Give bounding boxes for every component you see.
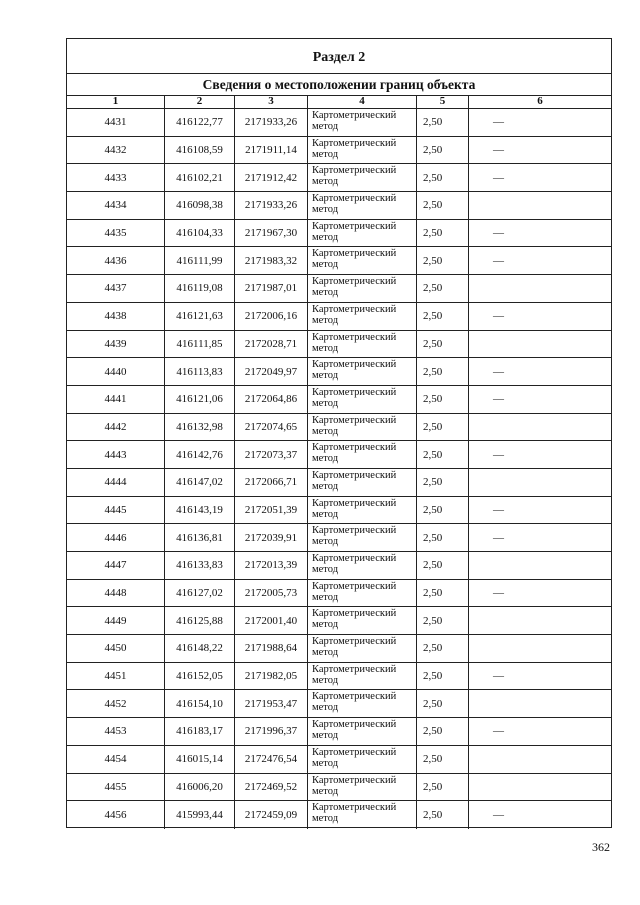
method-line-2: метод: [312, 314, 339, 326]
method-line-2: метод: [312, 342, 339, 354]
x-coordinate-cell: 416152,05: [165, 663, 235, 690]
method-line-1: Картометрический: [312, 774, 397, 786]
point-number-cell: 4454: [67, 746, 165, 773]
method-line-2: метод: [312, 480, 339, 492]
method-line-1: Картометрический: [312, 663, 397, 675]
accuracy-cell: 2,50: [417, 635, 469, 662]
method-line-1: Картометрический: [312, 165, 397, 177]
method-line-2: метод: [312, 674, 339, 686]
point-number-cell: 4439: [67, 331, 165, 358]
note-cell: [469, 192, 611, 219]
method-line-1: Картометрический: [312, 719, 397, 731]
table-row: [67, 192, 611, 220]
x-coordinate-cell: 416183,17: [165, 718, 235, 745]
x-coordinate-cell: 416015,14: [165, 746, 235, 773]
note-cell: [469, 635, 611, 662]
y-coordinate-cell: 2172013,39: [235, 552, 308, 579]
section-title: Раздел 2: [67, 39, 611, 74]
method-line-1: Картометрический: [312, 359, 397, 371]
method-cell: [308, 414, 417, 441]
point-number-cell: 4448: [67, 580, 165, 607]
method-line-1: Картометрический: [312, 636, 397, 648]
method-line-1: Картометрический: [312, 525, 397, 537]
accuracy-cell: 2,50: [417, 358, 469, 385]
method-line-2: метод: [312, 591, 339, 603]
x-coordinate-cell: 416136,81: [165, 524, 235, 551]
note-cell: —: [493, 116, 504, 129]
point-number-cell: 4444: [67, 469, 165, 496]
y-coordinate-cell: 2171953,47: [235, 690, 308, 717]
y-coordinate-cell: 2172469,52: [235, 774, 308, 801]
table-row: [67, 635, 611, 663]
note-cell: —: [493, 365, 504, 378]
accuracy-cell: 2,50: [417, 774, 469, 801]
accuracy-cell: 2,50: [417, 386, 469, 413]
method-line-2: метод: [312, 453, 339, 465]
table-row: [67, 774, 611, 802]
method-line-1: Картометрический: [312, 414, 397, 426]
y-coordinate-cell: 2171911,14: [235, 137, 308, 164]
table-row: [67, 164, 611, 192]
method-cell: [308, 635, 417, 662]
method-cell: [308, 663, 417, 690]
y-coordinate-cell: 2172074,65: [235, 414, 308, 441]
method-line-2: метод: [312, 619, 339, 631]
method-line-2: метод: [312, 730, 339, 742]
table-row: [67, 718, 611, 746]
method-cell: [308, 386, 417, 413]
y-coordinate-cell: 2171933,26: [235, 109, 308, 136]
table-row: [67, 497, 611, 525]
method-line-1: Картометрический: [312, 220, 397, 232]
table-row: [67, 275, 611, 303]
method-line-1: Картометрический: [312, 608, 397, 620]
point-number-cell: 4434: [67, 192, 165, 219]
method-cell: [308, 469, 417, 496]
method-line-2: метод: [312, 647, 339, 659]
table-row: [67, 746, 611, 774]
accuracy-cell: 2,50: [417, 690, 469, 717]
x-coordinate-cell: 416119,08: [165, 275, 235, 302]
note-cell: —: [493, 254, 504, 267]
x-coordinate-cell: 416111,99: [165, 247, 235, 274]
note-cell: [469, 275, 611, 302]
y-coordinate-cell: 2172051,39: [235, 497, 308, 524]
y-coordinate-cell: 2171987,01: [235, 275, 308, 302]
y-coordinate-cell: 2172066,71: [235, 469, 308, 496]
method-line-1: Картометрический: [312, 248, 397, 260]
table-row: [67, 137, 611, 165]
accuracy-cell: 2,50: [417, 247, 469, 274]
document-frame: [66, 38, 612, 828]
accuracy-cell: 2,50: [417, 414, 469, 441]
method-cell: [308, 441, 417, 468]
accuracy-cell: 2,50: [417, 109, 469, 136]
point-number-cell: 4437: [67, 275, 165, 302]
method-line-2: метод: [312, 231, 339, 243]
method-line-2: метод: [312, 176, 339, 188]
y-coordinate-cell: 2172459,09: [235, 801, 308, 829]
note-cell: —: [493, 171, 504, 184]
page-number: 362: [592, 840, 610, 854]
method-line-2: метод: [312, 287, 339, 299]
x-coordinate-cell: 415993,44: [165, 801, 235, 829]
method-cell: [308, 746, 417, 773]
method-line-1: Картометрический: [312, 553, 397, 564]
note-cell: —: [493, 587, 504, 600]
x-coordinate-cell: 416098,38: [165, 192, 235, 219]
method-line-1: Картометрический: [312, 276, 397, 288]
table-title: Сведения о местоположении границ объекта: [67, 73, 611, 96]
accuracy-cell: 2,50: [417, 607, 469, 634]
y-coordinate-cell: 2172064,86: [235, 386, 308, 413]
method-line-2: метод: [312, 508, 339, 520]
table-row: [67, 663, 611, 691]
x-coordinate-cell: 416102,21: [165, 164, 235, 191]
point-number-cell: 4455: [67, 774, 165, 801]
y-coordinate-cell: 2171933,26: [235, 192, 308, 219]
table-row: [67, 358, 611, 386]
y-coordinate-cell: 2171912,42: [235, 164, 308, 191]
method-line-1: Картометрический: [312, 110, 397, 121]
accuracy-cell: 2,50: [417, 469, 469, 496]
table-row: [67, 469, 611, 497]
table-row: [67, 524, 611, 552]
method-cell: [308, 247, 417, 274]
method-cell: [308, 220, 417, 247]
method-line-2: метод: [312, 536, 339, 548]
point-number-cell: 4453: [67, 718, 165, 745]
method-line-2: метод: [312, 259, 339, 271]
method-line-1: Картометрический: [312, 137, 397, 149]
column-header: 4: [308, 95, 417, 108]
method-cell: [308, 774, 417, 801]
column-header-row: [67, 95, 611, 109]
note-cell: —: [493, 448, 504, 461]
method-line-2: метод: [312, 785, 339, 797]
x-coordinate-cell: 416127,02: [165, 580, 235, 607]
note-cell: —: [493, 144, 504, 157]
point-number-cell: 4435: [67, 220, 165, 247]
accuracy-cell: 2,50: [417, 441, 469, 468]
note-cell: —: [493, 310, 504, 323]
note-cell: —: [493, 809, 504, 822]
method-cell: [308, 690, 417, 717]
method-cell: [308, 164, 417, 191]
table-row: [67, 441, 611, 469]
table-row: [67, 331, 611, 359]
x-coordinate-cell: 416006,20: [165, 774, 235, 801]
accuracy-cell: 2,50: [417, 275, 469, 302]
x-coordinate-cell: 416133,83: [165, 552, 235, 579]
method-line-2: метод: [312, 757, 339, 769]
table-row: [67, 220, 611, 248]
method-cell: [308, 192, 417, 219]
accuracy-cell: 2,50: [417, 524, 469, 551]
y-coordinate-cell: 2171967,30: [235, 220, 308, 247]
method-line-1: Картометрический: [312, 386, 397, 398]
method-line-2: метод: [312, 564, 339, 575]
y-coordinate-cell: 2171983,32: [235, 247, 308, 274]
note-cell: —: [493, 503, 504, 516]
note-cell: —: [493, 531, 504, 544]
method-cell: [308, 331, 417, 358]
accuracy-cell: 2,50: [417, 497, 469, 524]
note-cell: [469, 607, 611, 634]
method-line-1: Картометрический: [312, 802, 397, 814]
x-coordinate-cell: 416125,88: [165, 607, 235, 634]
point-number-cell: 4432: [67, 137, 165, 164]
point-number-cell: 4451: [67, 663, 165, 690]
column-header: 3: [235, 95, 308, 108]
note-cell: [469, 746, 611, 773]
y-coordinate-cell: 2172039,91: [235, 524, 308, 551]
point-number-cell: 4456: [67, 801, 165, 829]
table-row: [67, 552, 611, 580]
y-coordinate-cell: 2172476,54: [235, 746, 308, 773]
note-cell: —: [493, 393, 504, 406]
method-line-2: метод: [312, 121, 339, 132]
point-number-cell: 4446: [67, 524, 165, 551]
method-line-1: Картометрический: [312, 691, 397, 703]
table-row: [67, 109, 611, 137]
x-coordinate-cell: 416143,19: [165, 497, 235, 524]
method-line-2: метод: [312, 204, 339, 216]
method-cell: [308, 109, 417, 136]
method-cell: [308, 607, 417, 634]
method-line-1: Картометрический: [312, 442, 397, 454]
accuracy-cell: 2,50: [417, 580, 469, 607]
note-cell: [469, 469, 611, 496]
method-line-1: Картометрический: [312, 331, 397, 343]
method-line-1: Картометрический: [312, 580, 397, 592]
method-cell: [308, 552, 417, 579]
method-cell: [308, 497, 417, 524]
table-row: [67, 690, 611, 718]
table-row: [67, 580, 611, 608]
x-coordinate-cell: 416121,06: [165, 386, 235, 413]
note-cell: —: [493, 670, 504, 683]
accuracy-cell: 2,50: [417, 220, 469, 247]
note-cell: [469, 774, 611, 801]
accuracy-cell: 2,50: [417, 718, 469, 745]
y-coordinate-cell: 2172073,37: [235, 441, 308, 468]
method-line-2: метод: [312, 702, 339, 714]
table-row: [67, 386, 611, 414]
method-cell: [308, 275, 417, 302]
x-coordinate-cell: 416113,83: [165, 358, 235, 385]
method-line-1: Картометрический: [312, 303, 397, 315]
x-coordinate-cell: 416108,59: [165, 137, 235, 164]
point-number-cell: 4449: [67, 607, 165, 634]
x-coordinate-cell: 416132,98: [165, 414, 235, 441]
method-line-1: Картометрический: [312, 746, 397, 758]
note-cell: —: [493, 227, 504, 240]
accuracy-cell: 2,50: [417, 331, 469, 358]
x-coordinate-cell: 416148,22: [165, 635, 235, 662]
column-header: 6: [537, 95, 543, 107]
y-coordinate-cell: 2171988,64: [235, 635, 308, 662]
point-number-cell: 4452: [67, 690, 165, 717]
table-row: [67, 247, 611, 275]
accuracy-cell: 2,50: [417, 746, 469, 773]
note-cell: [469, 414, 611, 441]
y-coordinate-cell: 2172006,16: [235, 303, 308, 330]
x-coordinate-cell: 416111,85: [165, 331, 235, 358]
method-line-1: Картометрический: [312, 497, 397, 509]
point-number-cell: 4450: [67, 635, 165, 662]
note-cell: [469, 552, 611, 579]
point-number-cell: 4443: [67, 441, 165, 468]
method-cell: [308, 358, 417, 385]
coordinates-table-body: [67, 109, 611, 829]
method-cell: [308, 524, 417, 551]
accuracy-cell: 2,50: [417, 303, 469, 330]
method-cell: [308, 801, 417, 829]
column-header: 5: [417, 95, 469, 108]
method-line-2: метод: [312, 370, 339, 382]
y-coordinate-cell: 2171982,05: [235, 663, 308, 690]
method-cell: [308, 580, 417, 607]
table-row: [67, 801, 611, 829]
point-number-cell: 4440: [67, 358, 165, 385]
y-coordinate-cell: 2172005,73: [235, 580, 308, 607]
table-row: [67, 607, 611, 635]
note-cell: —: [493, 725, 504, 738]
accuracy-cell: 2,50: [417, 192, 469, 219]
note-cell: [469, 331, 611, 358]
method-line-2: метод: [312, 397, 339, 409]
y-coordinate-cell: 2172028,71: [235, 331, 308, 358]
y-coordinate-cell: 2172001,40: [235, 607, 308, 634]
column-header: 2: [165, 95, 235, 108]
accuracy-cell: 2,50: [417, 164, 469, 191]
y-coordinate-cell: 2172049,97: [235, 358, 308, 385]
method-cell: [308, 718, 417, 745]
method-line-2: метод: [312, 813, 339, 825]
point-number-cell: 4436: [67, 247, 165, 274]
accuracy-cell: 2,50: [417, 801, 469, 829]
x-coordinate-cell: 416142,76: [165, 441, 235, 468]
accuracy-cell: 2,50: [417, 663, 469, 690]
method-line-2: метод: [312, 148, 339, 160]
point-number-cell: 4433: [67, 164, 165, 191]
point-number-cell: 4442: [67, 414, 165, 441]
point-number-cell: 4441: [67, 386, 165, 413]
note-cell: [469, 690, 611, 717]
y-coordinate-cell: 2171996,37: [235, 718, 308, 745]
point-number-cell: 4447: [67, 552, 165, 579]
table-row: [67, 414, 611, 442]
table-row: [67, 303, 611, 331]
method-line-1: Картометрический: [312, 469, 397, 481]
x-coordinate-cell: 416104,33: [165, 220, 235, 247]
x-coordinate-cell: 416121,63: [165, 303, 235, 330]
method-line-2: метод: [312, 425, 339, 437]
x-coordinate-cell: 416147,02: [165, 469, 235, 496]
point-number-cell: 4431: [67, 109, 165, 136]
method-cell: [308, 303, 417, 330]
column-header: 1: [67, 95, 165, 108]
point-number-cell: 4445: [67, 497, 165, 524]
method-line-1: Картометрический: [312, 193, 397, 205]
accuracy-cell: 2,50: [417, 137, 469, 164]
x-coordinate-cell: 416122,77: [165, 109, 235, 136]
accuracy-cell: 2,50: [417, 552, 469, 579]
method-cell: [308, 137, 417, 164]
x-coordinate-cell: 416154,10: [165, 690, 235, 717]
point-number-cell: 4438: [67, 303, 165, 330]
